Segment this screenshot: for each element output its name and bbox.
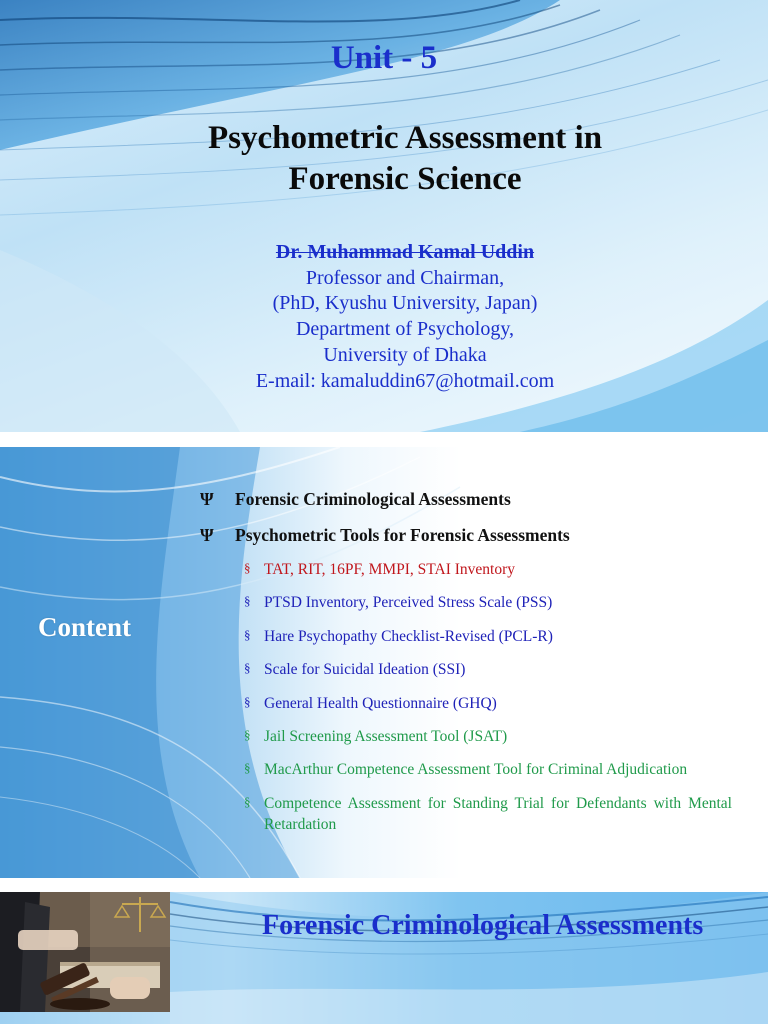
main-item-label: Forensic Criminological Assessments (235, 489, 511, 509)
list-item (200, 525, 740, 561)
section-title: Forensic Criminological Assessments (262, 910, 704, 941)
section-bullet-icon: § (244, 593, 251, 609)
list-item (200, 489, 740, 525)
unit-title: Unit - 5 (330, 40, 438, 76)
psi-bullet-icon: Ψ (200, 525, 214, 545)
tool-list (244, 559, 732, 833)
section-bullet-icon: § (244, 793, 251, 809)
list-item (244, 726, 732, 759)
content-label: Content (38, 612, 131, 642)
section-bullet-icon: § (244, 626, 251, 642)
author-department: Department of Psychology, (295, 318, 515, 341)
psi-bullet-icon: Ψ (200, 489, 214, 509)
subtitle-line-1: Psychometric Assessment in (207, 120, 603, 156)
gavel-scales-image (0, 892, 170, 1012)
slide-subtitle (0, 118, 768, 200)
section-bullet-icon: § (244, 560, 251, 575)
title-slide (0, 0, 768, 432)
list-item (244, 659, 732, 692)
tool-label: Scale for Suicidal Ideation (SSI) (264, 661, 466, 679)
tool-label: PTSD Inventory, Perceived Stress Scale (PSS) (264, 594, 553, 612)
main-item-label: Psychometric Tools for Forensic Assessments (235, 525, 570, 545)
main-topic-list (200, 489, 740, 561)
list-item (244, 592, 732, 625)
section-bullet-icon: § (244, 660, 251, 676)
section-slide (0, 892, 768, 1024)
author-block (0, 240, 768, 394)
tool-label: General Health Questionnaire (GHQ) (264, 694, 497, 712)
author-name: Dr. Muhammad Kamal Uddin (275, 241, 535, 263)
tool-label: Hare Psychopathy Checklist-Revised (PCL-R) (264, 627, 553, 645)
subtitle-line-2: Forensic Science (288, 161, 522, 197)
tool-label: Competence Assessment for Standing Trial for Defendants with Mental Retardation (264, 794, 732, 833)
justice-photo (0, 892, 170, 1012)
section-bullet-icon: § (244, 760, 251, 776)
tool-label: Jail Screening Assessment Tool (JSAT) (264, 727, 508, 745)
section-bullet-icon: § (244, 693, 251, 709)
list-item (244, 793, 732, 833)
section-bullet-icon: § (244, 726, 251, 742)
author-university: University of Dhaka (323, 343, 487, 366)
author-degree: (PhD, Kyushu University, Japan) (272, 292, 538, 315)
author-email: E-mail: kamaluddin67@hotmail.com (255, 369, 555, 392)
list-item (244, 559, 732, 592)
tool-label: MacArthur Competence Assessment Tool for Criminal Adjudication (264, 761, 688, 779)
author-position: Professor and Chairman, (305, 266, 505, 289)
content-slide (0, 447, 768, 878)
list-item (244, 626, 732, 659)
tool-label: TAT, RIT, 16PF, MMPI, STAI Inventory (264, 561, 516, 578)
list-item (244, 759, 732, 792)
list-item (244, 693, 732, 726)
